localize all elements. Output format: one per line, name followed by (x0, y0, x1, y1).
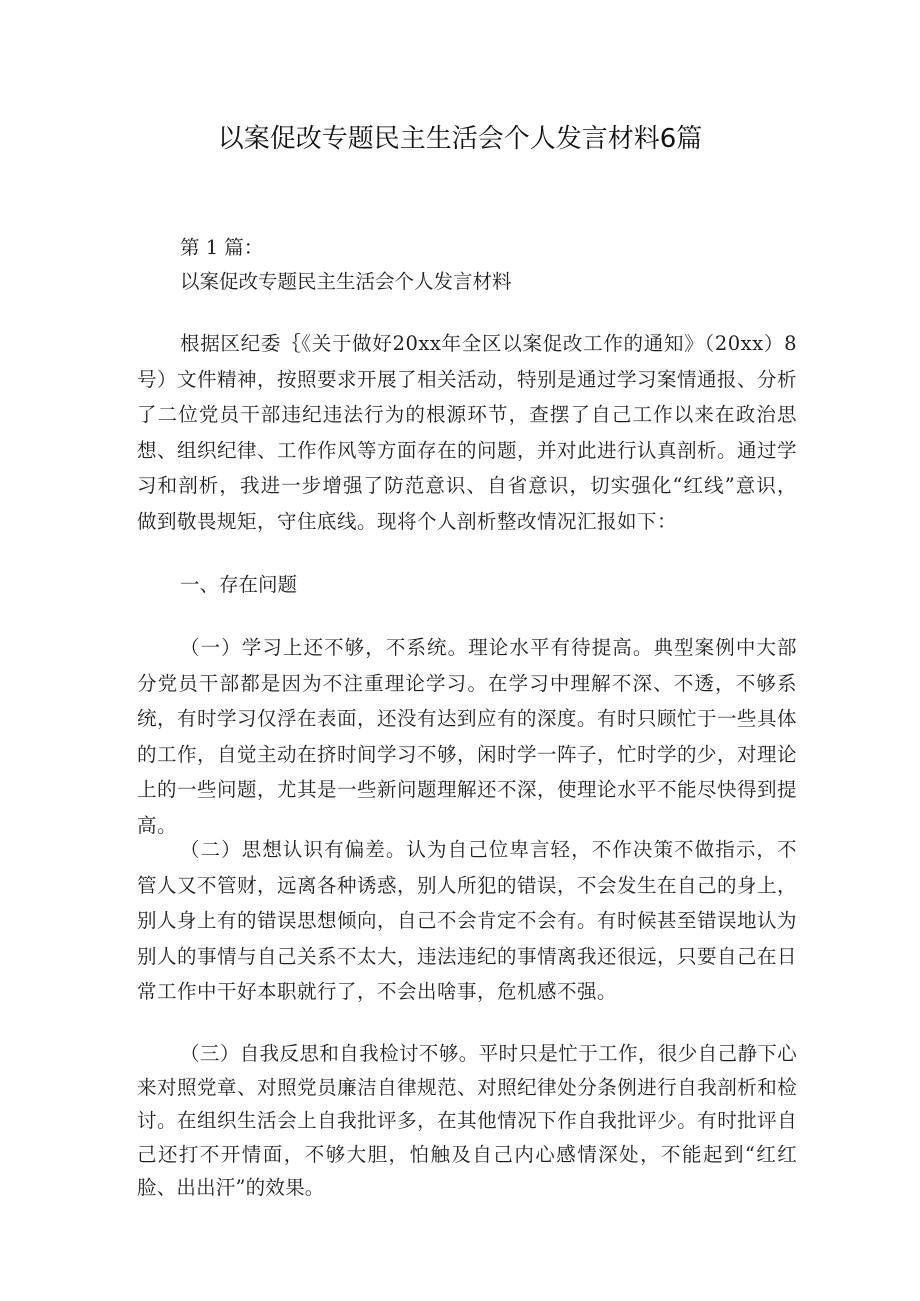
document-title: 以案促改专题民主生活会个人发言材料6篇 (217, 124, 703, 154)
problem-paragraph-1: （一）学习上还不够，不系统。理论水平有待提高。典型案例中大部分党员干部都是因为不注重理论学习。在学习中理解不深、不透，不够系统，有时学习仅浮在表面，还没有达到应有的深度。有时只顾忙于一些具体的工作，自觉主动在挤时间学习不够，闲时学一阵子，忙时学的少，对理论上的一些问题，尤其是一些新问题理解还不深，使理论水平不能尽快得到提高。 (137, 636, 798, 837)
problem-paragraph-3: （三）自我反思和自我检讨不够。平时只是忙于工作，很少自己静下心来对照党章、对照党员廉洁自律规范、对照纪律处分条例进行自我剖析和检讨。在组织生活会上自我批评多，在其他情况下作自我批评少。有时批评自己还打不开情面，不够大胆，怕触及自己内心感情深处，不能起到“红红脸、出出汗”的效果。 (137, 1042, 797, 1199)
intro-paragraph: 根据区纪委｛《关于做好20xx年全区以案促改工作的通知》（20xx）8号）文件精神，按照要求开展了相关活动，特别是通过学习案情通报、分析了二位党员干部违纪违法行为的根源环节，查摆了自己工作以来在政治思想、组织纪律、工作作风等方面存在的问题，并对此进行认真剖析。通过学习和剖析，我进一步增强了防范意识、自省意识，切实强化“红线”意识，做到敬畏规矩，守住底线。现将个人剖析整改情况汇报如下： (137, 332, 798, 533)
section-heading: 一、存在问题 (180, 573, 298, 596)
part-label: 第 1 篇： (180, 236, 264, 259)
part-title: 以案促改专题民主生活会个人发言材料 (180, 270, 512, 293)
problem-paragraph-2: （二）思想认识有偏差。认为自己位卑言轻，不作决策不做指示，不管人又不管财，远离各种诱惑，别人所犯的错误，不会发生在自己的身上，别人身上有的错误思想倾向，自己不会肯定不会有。有时候甚至错误地认为别人的事情与自己关系不太大，违法违纪的事情离我还很远，只要自己在日常工作中干好本职就行了，不会出啥事，危机感不强。 (137, 838, 798, 1003)
